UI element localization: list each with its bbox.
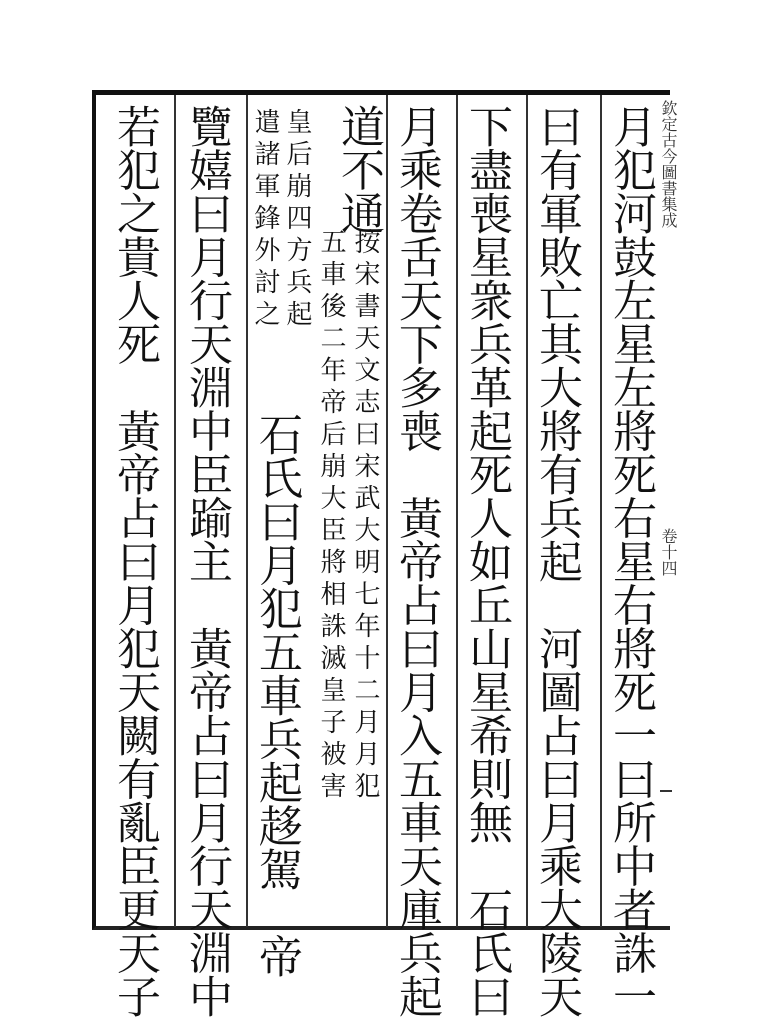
- annotation-line-2: 五車後二年帝后崩大臣將相誅滅皇子被害: [316, 228, 346, 804]
- column-rule: [600, 95, 602, 927]
- text-column-8: 若犯之貴人死 黃帝占曰月犯天闕有亂臣更天子: [109, 104, 160, 1018]
- margin-book-title: 欽定古今圖書集成: [659, 100, 678, 228]
- column-rule: [246, 95, 248, 927]
- text-column-6: 石氏曰月犯五車兵起趍駕 帝: [251, 412, 302, 978]
- margin-text: [660, 100, 676, 576]
- annotation-line-3: 皇后崩四方兵起: [282, 108, 312, 332]
- text-column-2: 曰有軍敗亡其大將有兵起 河圖占曰月乘大陵天: [531, 104, 582, 1018]
- annotation-line-1: 按宋書天文志曰宋武大明七年十二月月犯: [350, 228, 380, 804]
- margin-volume: 卷十四: [659, 528, 678, 576]
- text-column-4: 月乘卷舌天下多喪 黃帝占曰月入五車天庫兵起: [391, 104, 442, 1018]
- text-column-1: 月犯河鼓左星左將死右星右將死一曰所中者誅一: [605, 104, 656, 1018]
- text-column-5: 道不通: [333, 104, 384, 235]
- column-rule: [386, 95, 388, 927]
- column-rule: [456, 95, 458, 927]
- column-rule: [526, 95, 528, 927]
- column-rule: [174, 95, 176, 927]
- annotation-line-4: 遣諸軍鋒外討之: [250, 108, 280, 332]
- text-column-7: 覽嬉曰月行天淵中臣踰主 黃帝占曰月行天淵中: [181, 104, 232, 1018]
- text-column-3: 下盡喪星衆兵革起死人如丘山星希則無 石氏曰: [461, 104, 512, 1018]
- margin-tick: [660, 790, 672, 792]
